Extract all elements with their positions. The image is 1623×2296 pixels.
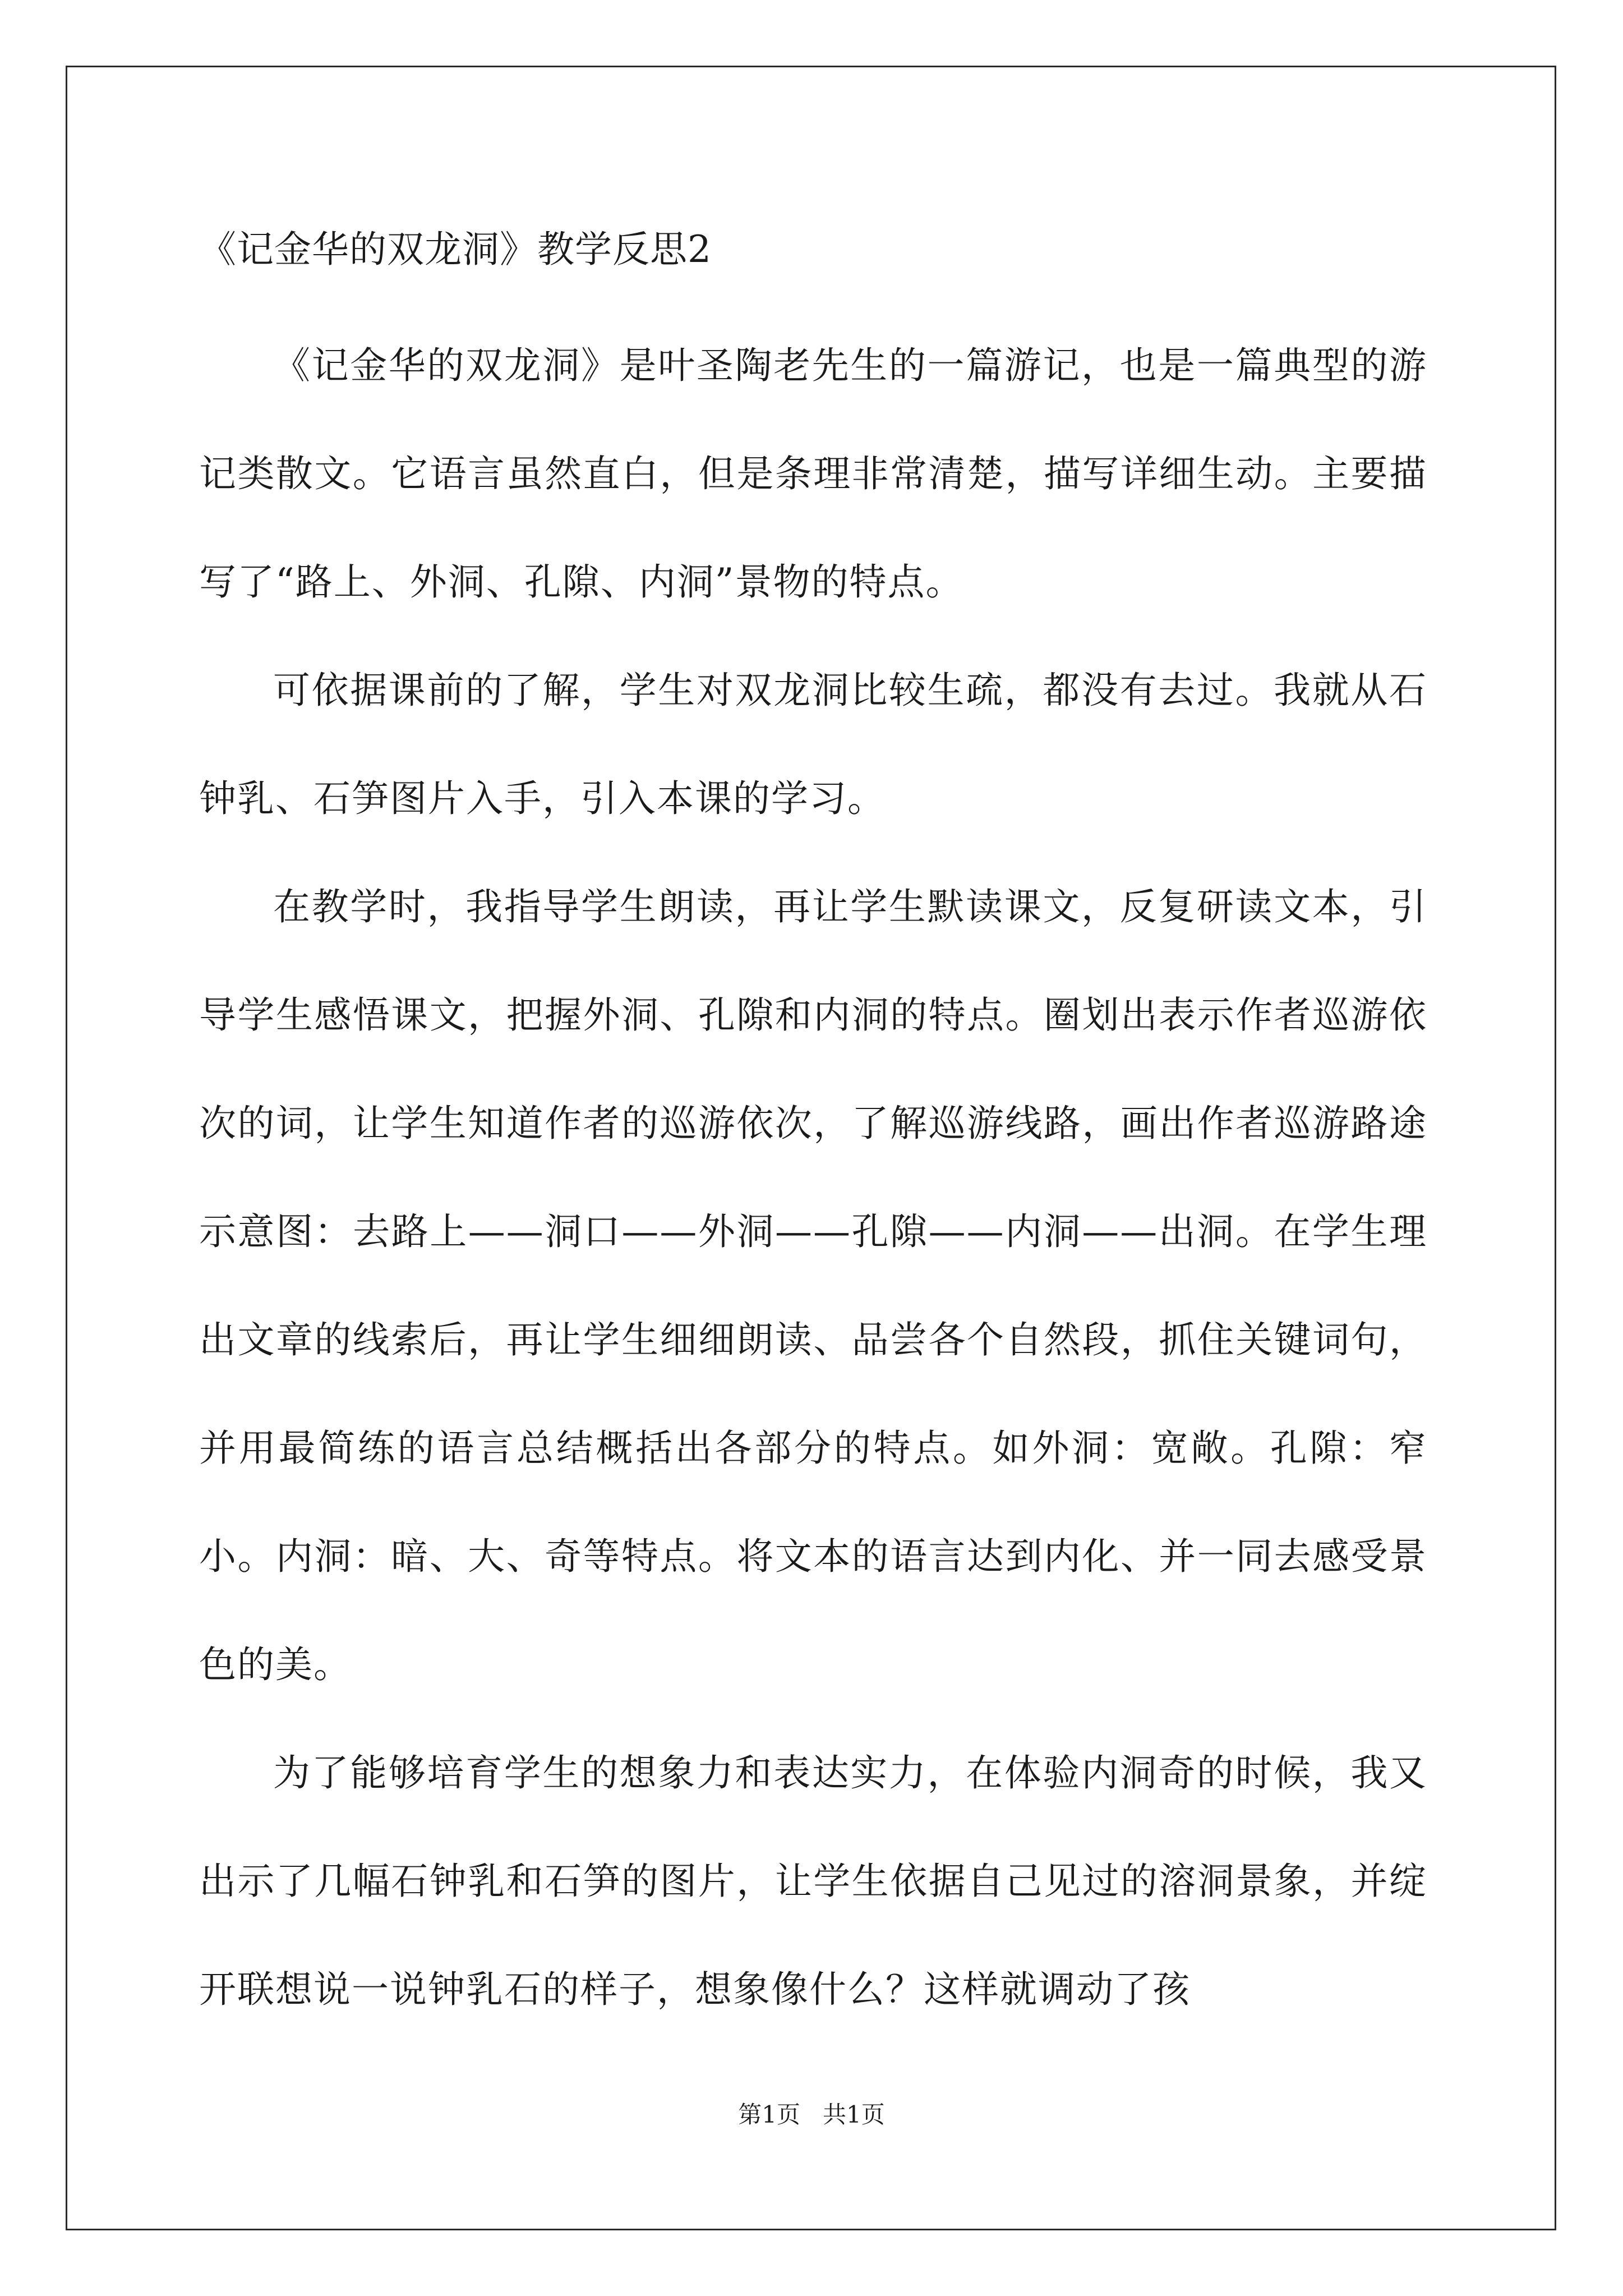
paragraph-3: 在教学时，我指导学生朗读，再让学生默读课文，反复研读文本，引导学生感悟课文，把握外洞、孔隙和内洞的特点。圈划出表示作者巡游依次的词，让学生知道作者的巡游依次，了解巡游线路，画出作者巡游路途示意图：去路上——洞口——外洞——孔隙——内洞——出洞。在学生理出文章的线索后，再让学生细细朗读、品尝各个自然段，抓住关键词句，并用最简练的语言总结概括出各部分的特点。如外洞：宽敞。孔隙：窄小。内洞：暗、大、奇等特点。将文本的语言达到内化、并一同去感受景色的美。 [199, 885, 1427, 1686]
paragraph-4: 为了能够培育学生的想象力和表达实力，在体验内洞奇的时候，我又出示了几幅石钟乳和石笋的图片，让学生依据自己见过的溶洞景象，并绽开联想说一说钟乳石的样子，想象像什么？这样就调动了孩 [199, 1751, 1427, 2011]
paragraph-1: 《记金华的双龙洞》是叶圣陶老先生的一篇游记，也是一篇典型的游记类散文。它语言虽然直白，但是条理非常清楚，描写详细生动。主要描写了“路上、外洞、孔隙、内洞”景物的特点。 [199, 344, 1427, 604]
page-footer [0, 2098, 1623, 2132]
paragraph-2: 可依据课前的了解，学生对双龙洞比较生疏，都没有去过。我就从石钟乳、石笋图片入手，引入本课的学习。 [199, 669, 1427, 820]
document-body [199, 216, 1427, 2044]
document-title: 《记金华的双龙洞》教学反思2 [199, 228, 712, 271]
page-total: 共1页 [823, 2101, 885, 2128]
page-number: 第1页 [738, 2101, 800, 2128]
